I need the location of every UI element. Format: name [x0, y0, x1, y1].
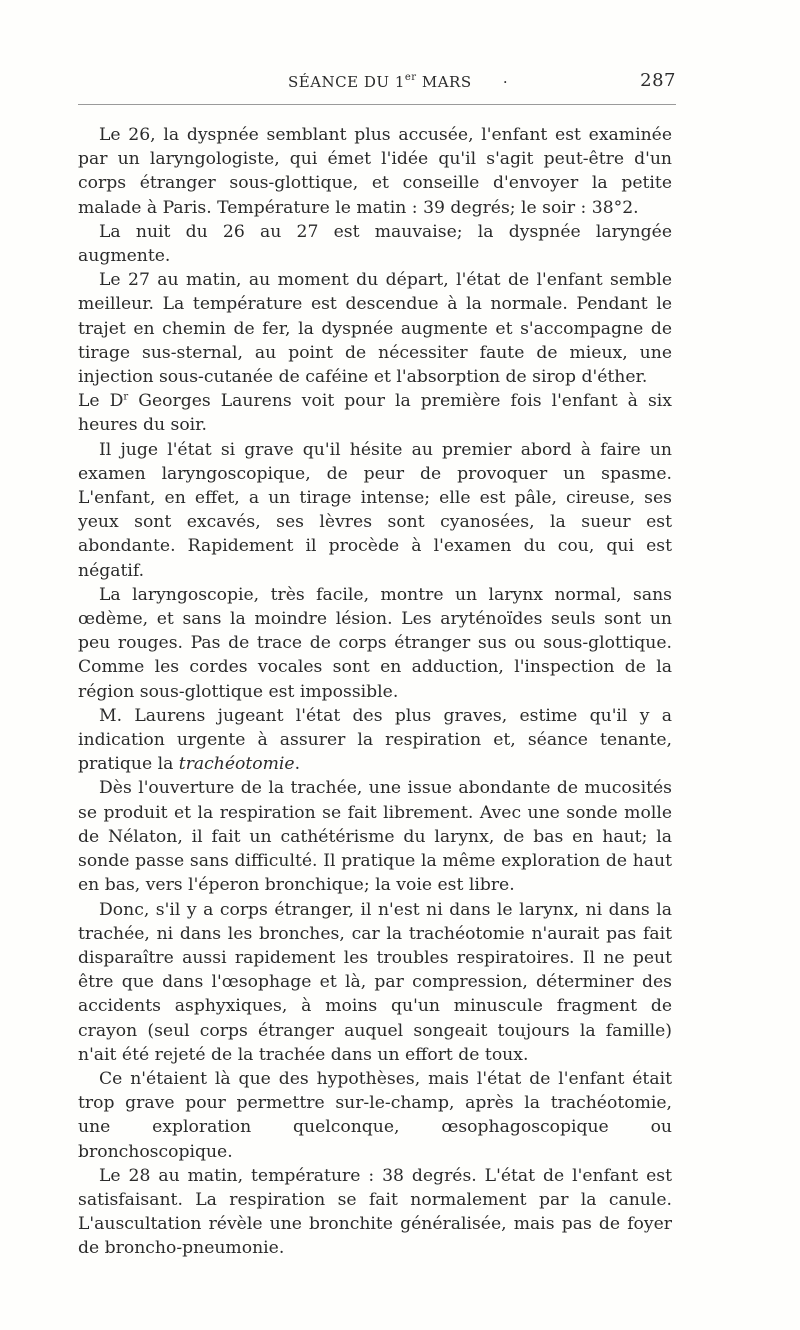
paragraph: [78, 389, 672, 437]
paragraph-text: M. Laurens jugeant l'état des plus graves, estime qu'il y a indication urgente à assurer la respiration et, séance tenante, pratique la: [78, 705, 672, 775]
paragraph: Le 28 au matin, température : 38 degrés. L'état de l'enfant est satisfaisant. La respiration se fait normalement par la canule. L'auscultation révèle une bronchite généralisée, mais pas de foyer de broncho-pneumonie.: [78, 1165, 672, 1259]
paragraph: Dès l'ouverture de la trachée, une issue abondante de mucosités se produit et la respiration se fait librement. Avec une sonde molle de Nélaton, il fait un cathétérisme du larynx, de bas en haut; la sonde passe sans difficulté. Il pratique la même exploration de haut en bas, vers l'éperon bronchique; la voie est libre.: [78, 778, 672, 896]
paragraph-text: Georges Laurens voit pour la première fois l'enfant à six heures du soir.: [78, 391, 672, 436]
paragraph: La nuit du 26 au 27 est mauvaise; la dyspnée laryngée augmente.: [78, 221, 672, 267]
page-number: 287: [640, 70, 676, 91]
running-head: [288, 72, 508, 91]
paragraph: Le 26, la dyspnée semblant plus accusée, l'enfant est examinée par un laryngologiste, qui émet l'idée qu'il s'agit peut-être d'un corps étranger sous-glottique, et conseille d'envoyer la petite malade à Paris. Température le matin : 39 degrés; le soir : 38°2.: [78, 125, 672, 218]
running-head-dot: ·: [502, 73, 509, 91]
page-header: [78, 68, 676, 94]
paragraph: Il juge l'état si grave qu'il hésite au premier abord à faire un examen laryngoscopique, de peur de provoquer un spasme. L'enfant, en effet, a un tirage intense; elle est pâle, cireuse, ses yeux sont excavés, ses lèvres sont cyanosées, la sueur est abondante. Rapidement il procède à l'examen du cou, qui est négatif.: [78, 439, 672, 581]
paragraph: Le 27 au matin, au moment du départ, l'état de l'enfant semble meilleur. La température est descendue à la normale. Pendant le trajet en chemin de fer, la dyspnée augmente et s'accompagne de tirage sus-sternal, au point de nécessiter faute de mieux, une injection sous-cutanée de caféine et l'absorption de sirop d'éther.: [78, 270, 672, 388]
running-head-prefix: SÉANCE DU 1: [288, 73, 405, 91]
paragraph: Ce n'étaient là que des hypothèses, mais l'état de l'enfant était trop grave pour permettre sur-le-champ, après la trachéotomie, une exploration quelconque, œsophagoscopique ou bronchoscopique.: [78, 1068, 672, 1162]
paragraph: La laryngoscopie, très facile, montre un larynx normal, sans œdème, et sans la moindre lésion. Les aryténoïdes seuls sont un peu rouges. Pas de trace de corps étranger sus ou sous-glottique. Comme les cordes vocales sont en adduction, l'inspection de la région sous-glottique est impossible.: [78, 584, 672, 702]
running-head-suffix: MARS: [416, 73, 472, 91]
paragraph-superscript: r: [123, 391, 129, 403]
paragraph-emphasis: trachéotomie: [178, 754, 295, 775]
header-rule: [78, 104, 676, 105]
body-text: [78, 123, 672, 1261]
paragraph: Donc, s'il y a corps étranger, il n'est ni dans le larynx, ni dans la trachée, ni dans les bronches, car la trachéotomie n'aurait pas fait disparaître aussi rapidement les troubles respiratoires. Il ne peut être que dans l'œsophage et là, par compression, déterminer des accidents asphyxiques, à moins qu'un minuscule fragment de crayon (seul corps étranger auquel songeait toujours la famille) n'ait été rejeté de la trachée dans un effort de toux.: [78, 899, 672, 1065]
paragraph-text: .: [294, 754, 301, 775]
running-head-superscript: er: [404, 72, 417, 83]
paragraph-text: Le D: [78, 391, 124, 412]
paragraph: [78, 704, 672, 777]
